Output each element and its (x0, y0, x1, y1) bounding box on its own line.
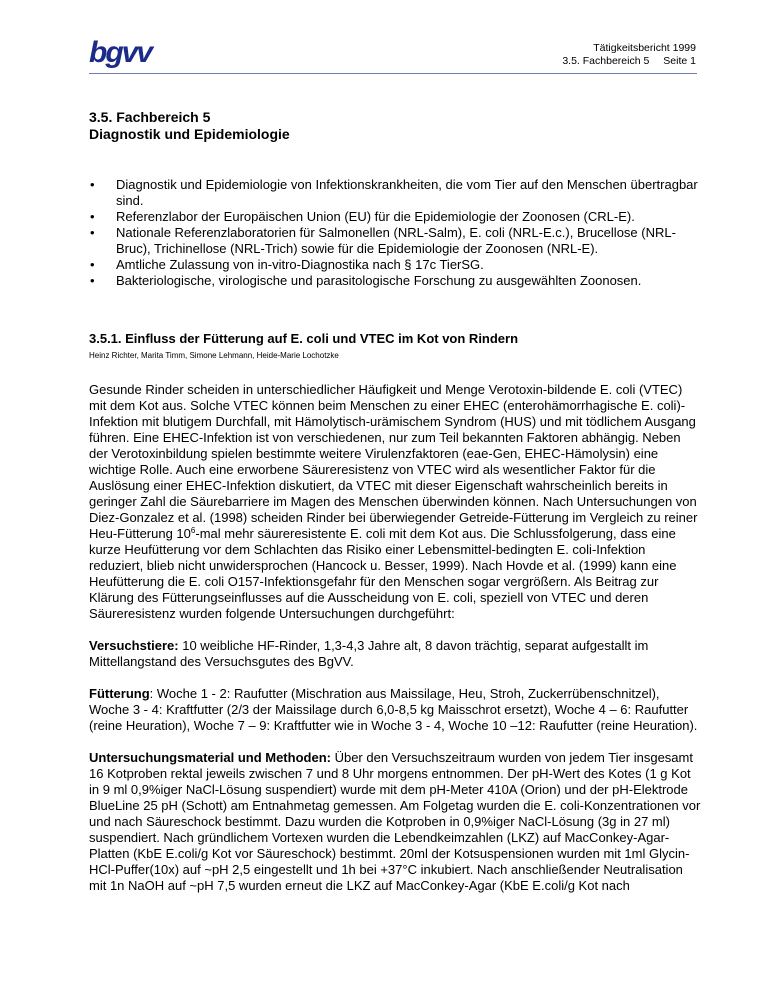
list-item: • Referenzlabor der Europäischen Union (EU) für die Epidemiologie der Zoonosen (CRL-E). (89, 209, 709, 225)
section-heading: 3.5.1. Einfluss der Fütterung auf E. coli und VTEC im Kot von Rindern (89, 331, 519, 346)
list-item: • Diagnostik und Epidemiologie von Infektionskrankheiten, die vom Tier auf den Menschen übertragbar sind. (89, 177, 709, 209)
bgvv-logo (89, 38, 161, 68)
list-item: • Bakteriologische, virologische und parasitologische Forschung zu ausgewählten Zoonosen. (89, 273, 709, 289)
report-title: Tätigkeitsbericht 1999 (593, 42, 696, 54)
fuetterung-label: Fütterung (89, 686, 150, 701)
page-number: Seite 1 (663, 55, 696, 67)
list-item: • Amtliche Zulassung von in-vitro-Diagnostika nach § 17c TierSG. (89, 257, 709, 273)
title-line-2: Diagnostik und Epidemiologie (89, 126, 290, 142)
section-body (89, 382, 701, 910)
page-header-info (562, 42, 696, 68)
responsibility-list (89, 177, 709, 289)
methoden-label: Untersuchungsmaterial und Methoden: (89, 750, 331, 765)
section-reference: 3.5. Fachbereich 5 (562, 55, 650, 67)
exponent: 6 (190, 526, 196, 535)
versuchstiere-paragraph: Versuchstiere: 10 weibliche HF-Rinder, 1,3-4,3 Jahre alt, 8 davon trächtig, separat aufgestallt im Mittellangstand des Versuchsgutes des BgVV. (89, 638, 649, 669)
title-line-1: 3.5. Fachbereich 5 (89, 109, 211, 125)
versuchstiere-label: Versuchstiere: (89, 638, 179, 653)
page-title (89, 109, 290, 143)
section-authors: Heinz Richter, Marita Timm, Simone Lehmann, Heide-Marie Lochotzke (89, 351, 339, 360)
methoden-paragraph: Untersuchungsmaterial und Methoden: Über den Versuchszeitraum wurden von jedem Tier insgesamt 16 Kotproben rektal jeweils zwischen 7 und 8 Uhr morgens entnommen. Der pH-Wert des Kotes (1 g Kot in 9 ml 0,9%iger NaCl-Lösung suspendiert) wurde mit dem pH-Meter 410A (Orion) und der pH-Elektrode BlueLine 25 pH (Schott) am Entnahmetag gemessen. Am Folgetag wurden die E. coli-Konzentrationen vor und nach Säureschock bestimmt. Dazu wurden die Kotproben in 0,9%iger NaCl-Lösung (3g in 27 ml) suspendiert. Nach gründlichem Vortexen wurden die Lebendkeimzahlen (LKZ) auf MacConkey-Agar-Platten (KbE E.coli/g Kot vor Säureschock) bestimmt. 20ml der Kotsuspensionen wurden mit 1ml Glycin-HCl-Puffer(10x) auf ~pH 2,5 eingestellt und 1h bei +37°C inkubiert. Nach anschließender Neutralisation mit 1n NaOH auf ~pH 7,5 wurden erneut die LKZ auf MacConkey-Agar (KbE E.coli/g Kot nach (89, 750, 701, 893)
fuetterung-paragraph: Fütterung: Woche 1 - 2: Raufutter (Mischration aus Maissilage, Heu, Stroh, Zuckerrübenschnitzel), Woche 3 - 4: Kraftfutter (2/3 der Maissilage durch 6,0-8,5 kg Maisschrot ersetzt), Woche 4 – 6: Raufutter (reine Heuration), Woche 7 – 9: Kraftfutter wie in Woche 3 - 4, Woche 10 –12: Raufutter (reine Heuration). (89, 686, 698, 733)
intro-paragraph: Gesunde Rinder scheiden in unterschiedlicher Häufigkeit und Menge Verotoxin-bildende E. coli (VTEC) mit dem Kot aus. Solche VTEC können beim Menschen zu einer EHEC (enterohämorrhagische E. coli)-Infektion mit blutigem Durchfall, mit Hämolytisch-urämischem Syndrom (HUS) und mit tödlichem Ausgang führen. Eine EHEC-Infektion ist von verschiedenen, nur zum Teil bekannten Faktoren abhängig. Neben der Verotoxinbildung spielen bestimmte weitere Virulenzfaktoren (eae-Gen, EHEC-Hämolysin) eine wichtige Rolle. Auch eine erworbene Säureresistenz von VTEC wird als wesentlicher Faktor für die Auslösung einer EHEC-Infektion diskutiert, da VTEC mit dieser Eigenschaft wahrscheinlich bereits in geringer Zahl die Säurebarriere im Magen des Menschen überwinden können. Nach Untersuchungen von Diez-Gonzalez et al. (1998) scheiden Rinder bei überwiegender Getreide-Fütterung im Vergleich zu reiner Heu-Fütterung $10^6$-mal mehr säureresistente E. coli mit dem Kot aus. Die Schlussfolgerung, dass eine kurze Heufütterung vor dem Schlachten das Risiko einer Lebensmittel-bedingten E. coli-Infektion reduziert, blieb nicht unwidersprochen (Hancock u. Besser, 1999). Nach Hovde et al. (1999) kann eine Heufütterung die E. coli O157-Infektionsgefahr für den Menschen sogar vergrößern. Als Beitrag zur Klärung des Fütterungseinflusses auf die Ausscheidung von E. coli, speziell von VTEC und deren Säureresistenz wurden folgende Untersuchungen durchgeführt: (89, 382, 698, 621)
header-divider (89, 73, 697, 74)
logo-text: bgvv (89, 36, 152, 69)
list-item: • Nationale Referenzlaboratorien für Salmonellen (NRL-Salm), E. coli (NRL-E.c.), Brucellose (NRL-Bruc), Trichinellose (NRL-Trich) sowie für die Epidemiologie der Zoonosen (NRL-E). (89, 225, 709, 257)
